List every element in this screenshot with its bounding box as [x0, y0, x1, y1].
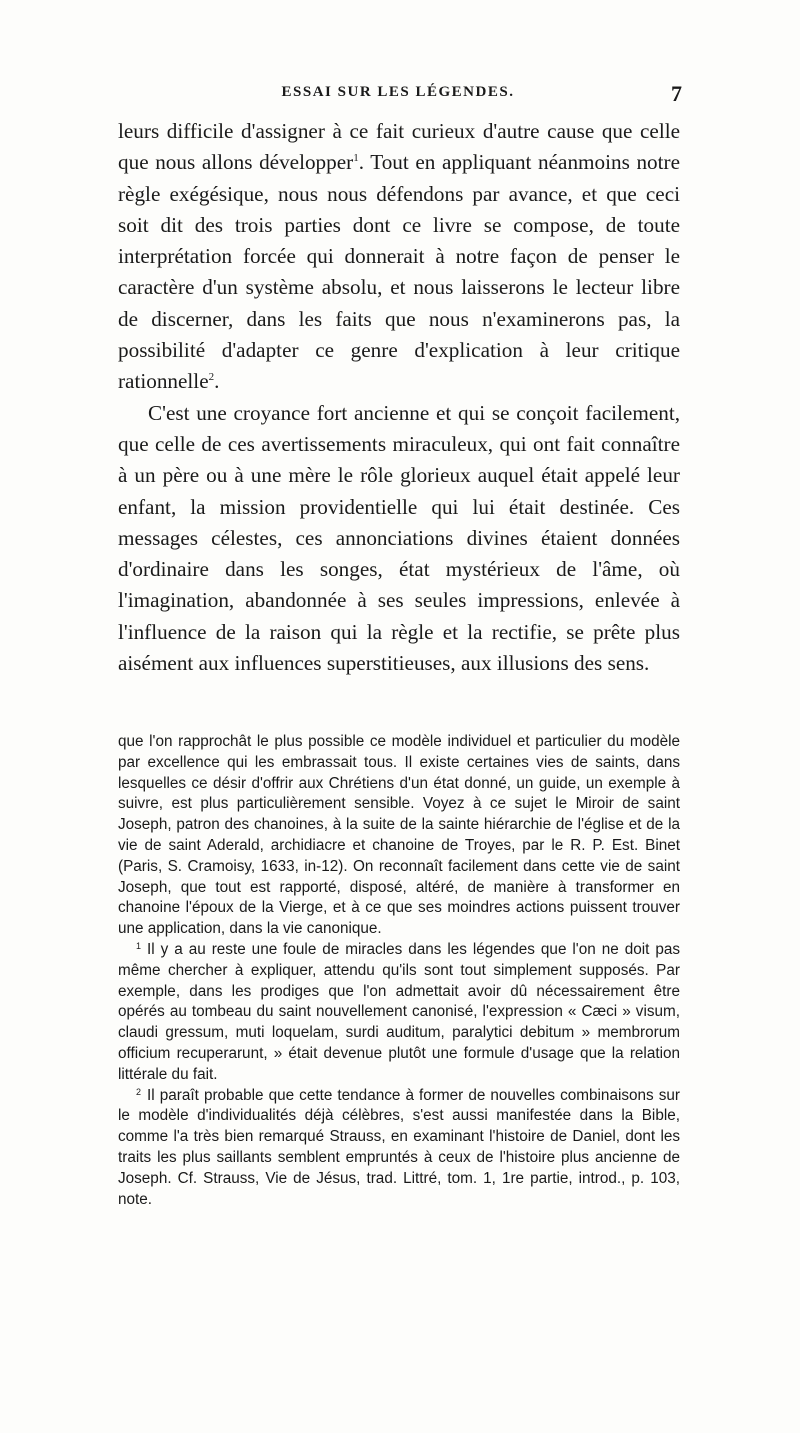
footnotes	[118, 732, 680, 1210]
running-head: ESSAI SUR LES LÉGENDES.	[281, 84, 515, 100]
footnote-ref-1: 1	[353, 152, 359, 165]
footnote-2-mark: 2	[136, 1086, 142, 1097]
footnote-ref-2: 2	[208, 371, 215, 384]
paragraph-2: C'est une croyance fort ancienne et qui se conçoit facilement, que celle de ces avertissements miraculeux, qui ont fait connaître à un père ou à une mère le rôle glorieux auquel était appelé leur enfant, la mission providentielle qui lui était destinée. Ces messages célestes, ces annonciations divines étaient données d'ordinaire dans les songes, état mystérieux de l'âme, où l'imagination, abandonnée à ses seules impressions, enlevée à l'influence de la raison qui la règle et la rectifie, se prête plus aisément aux influences superstitieuses, aux illusions des sens.	[118, 400, 680, 676]
paragraph-1-text-continued: . Tout en appliquant néanmoins notre règle exégésique, nous nous défendons par avance, et que ceci soit dit des trois parties dont ce livre se compose, de toute interprétation forcée qui donnerait à notre façon de penser le caractère d'un système absolu, et nous laisserons le lecteur libre de discerner, dans les faits que nous n'examinerons pas, la possibilité d'adapter ce genre d'explication à leur critique rationnelle	[118, 150, 680, 394]
footnote-continuation: que l'on rapprochât le plus possible ce modèle individuel et particulier du modèle par excellence qui les embrassait tous. Il existe certaines vies de saints, dans lesquelles ce désir d'offrir aux Chrétiens d'un état donné, un guide, un exemple à suivre, est plus particulièrement sensible. Voyez à ce sujet le Miroir de saint Joseph, patron des chanoines, à la suite de la sainte hiérarchie de l'église et de la vie de saint Aderald, archidiacre et chanoine de Troyes, par le R. P. Est. Binet (Paris, S. Cramoisy, 1633, in-12). On reconnaît facilement dans cette vie de saint Joseph, que tout est rapporté, disposé, altéré, de manière à transformer en chanoine l'époux de la Vierge, et à ce que ses moindres actions puissent trouver une application, dans la vie canonique.	[118, 733, 680, 938]
footnote-1	[118, 940, 680, 1086]
paragraph-1	[118, 116, 680, 398]
footnote-2	[118, 1086, 680, 1211]
footnote-2-text: Il paraît probable que cette tendance à former de nouvelles combinaisons sur le modèle d'individualités déjà célèbres, s'est aussi manifestée dans la Bible, comme l'a très bien remarqué Strauss, en examinant l'histoire de Daniel, dont les traits les plus saillants semblent empruntés à ceux de l'histoire plus ancienne de Joseph. Cf. Strauss, Vie de Jésus, trad. Littré, tom. 1, 1re partie, introd., p. 103, note.	[118, 1086, 680, 1208]
main-text	[118, 116, 680, 679]
paragraph-1-end: .	[214, 369, 220, 394]
paragraph-1-text: leurs difficile d'assigner à ce fait curieux d'autre cause que celle que nous allons développer	[118, 119, 680, 175]
footnote-1-text: Il y a au reste une foule de miracles dans les légendes que l'on ne doit pas même chercher à expliquer, attendu qu'ils sont tout simplement supposés. Par exemple, dans les prodiges que l'on admettait avoir dû nécessairement être opérés au tombeau du saint nouvellement canonisé, l'expression « Cæci » visum, claudi gressum, muti loquelam, surdi auditum, paralytici debitum » membrorum officium recuperarunt, » était devenue plutôt une formule d'usage que la relation littérale du fait.	[118, 940, 680, 1083]
page-number: 7	[671, 81, 682, 106]
page-header	[118, 81, 682, 108]
footnote-1-mark: 1	[136, 940, 142, 951]
